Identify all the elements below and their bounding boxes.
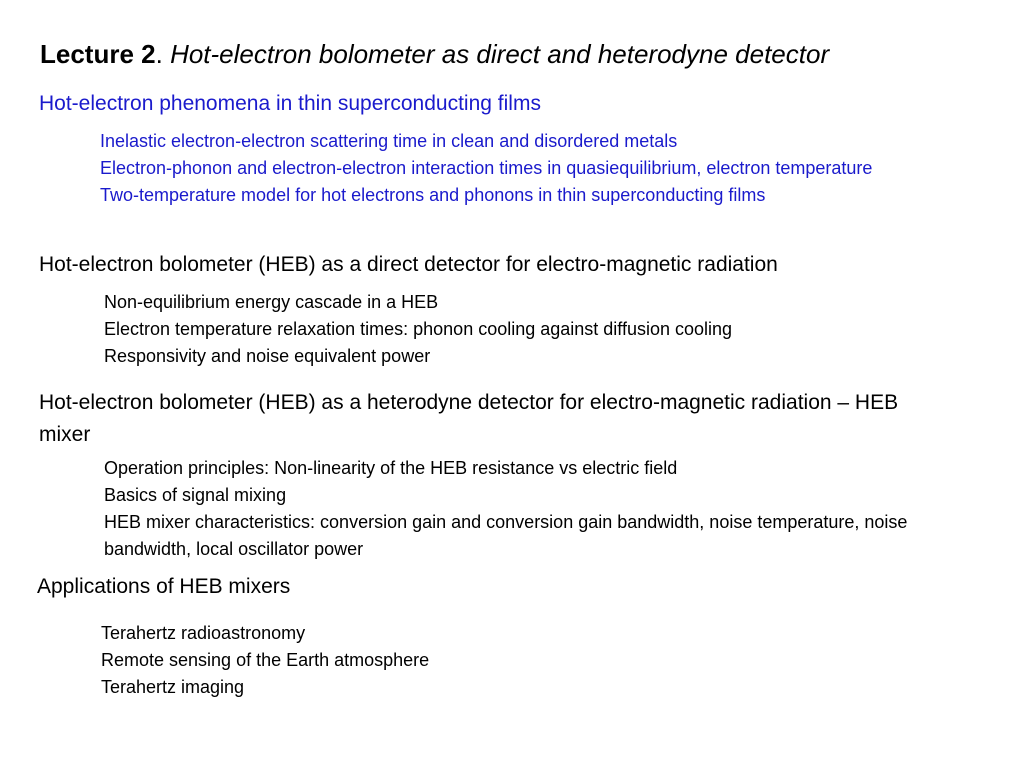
lecture-number: Lecture 2 — [40, 39, 156, 69]
lecture-title — [40, 38, 829, 70]
list-item: Electron-phonon and electron-electron interaction times in quasiequilibrium, electron temperature — [100, 158, 873, 178]
list-item: Electron temperature relaxation times: phonon cooling against diffusion cooling — [104, 319, 733, 339]
list-item: Non-equilibrium energy cascade in a HEB — [104, 292, 439, 312]
list-item: HEB mixer characteristics: conversion gain and conversion gain bandwidth, noise temperature, noise bandwidth, local oscillator power — [104, 512, 908, 559]
title-separator: . — [155, 39, 171, 69]
section-heading-applications: Applications of HEB mixers — [37, 575, 291, 598]
list-item: Two-temperature model for hot electrons and phonons in thin superconducting films — [100, 185, 766, 205]
section-heading-heterodyne-detector: Hot-electron bolometer (HEB) as a heterodyne detector for electro-magnetic radiation – HEB mixer — [39, 391, 899, 446]
section-items-applications — [101, 620, 981, 701]
list-item: Operation principles: Non-linearity of the HEB resistance vs electric field — [104, 458, 678, 478]
section-heading-hot-electron-phenomena: Hot-electron phenomena in thin superconducting films — [39, 92, 541, 115]
list-item: Terahertz imaging — [101, 677, 245, 697]
list-item: Terahertz radioastronomy — [101, 623, 306, 643]
section-items-hot-electron-phenomena — [100, 128, 980, 209]
section-items-direct-detector — [104, 289, 984, 370]
lecture-subtitle: Hot-electron bolometer as direct and heterodyne detector — [170, 39, 830, 69]
list-item: Remote sensing of the Earth atmosphere — [101, 650, 430, 670]
section-items-heterodyne-detector — [104, 455, 944, 563]
list-item: Basics of signal mixing — [104, 485, 287, 505]
list-item: Responsivity and noise equivalent power — [104, 346, 431, 366]
list-item: Inelastic electron-electron scattering time in clean and disordered metals — [100, 131, 678, 151]
section-heading-direct-detector: Hot-electron bolometer (HEB) as a direct detector for electro-magnetic radiation — [39, 253, 778, 276]
